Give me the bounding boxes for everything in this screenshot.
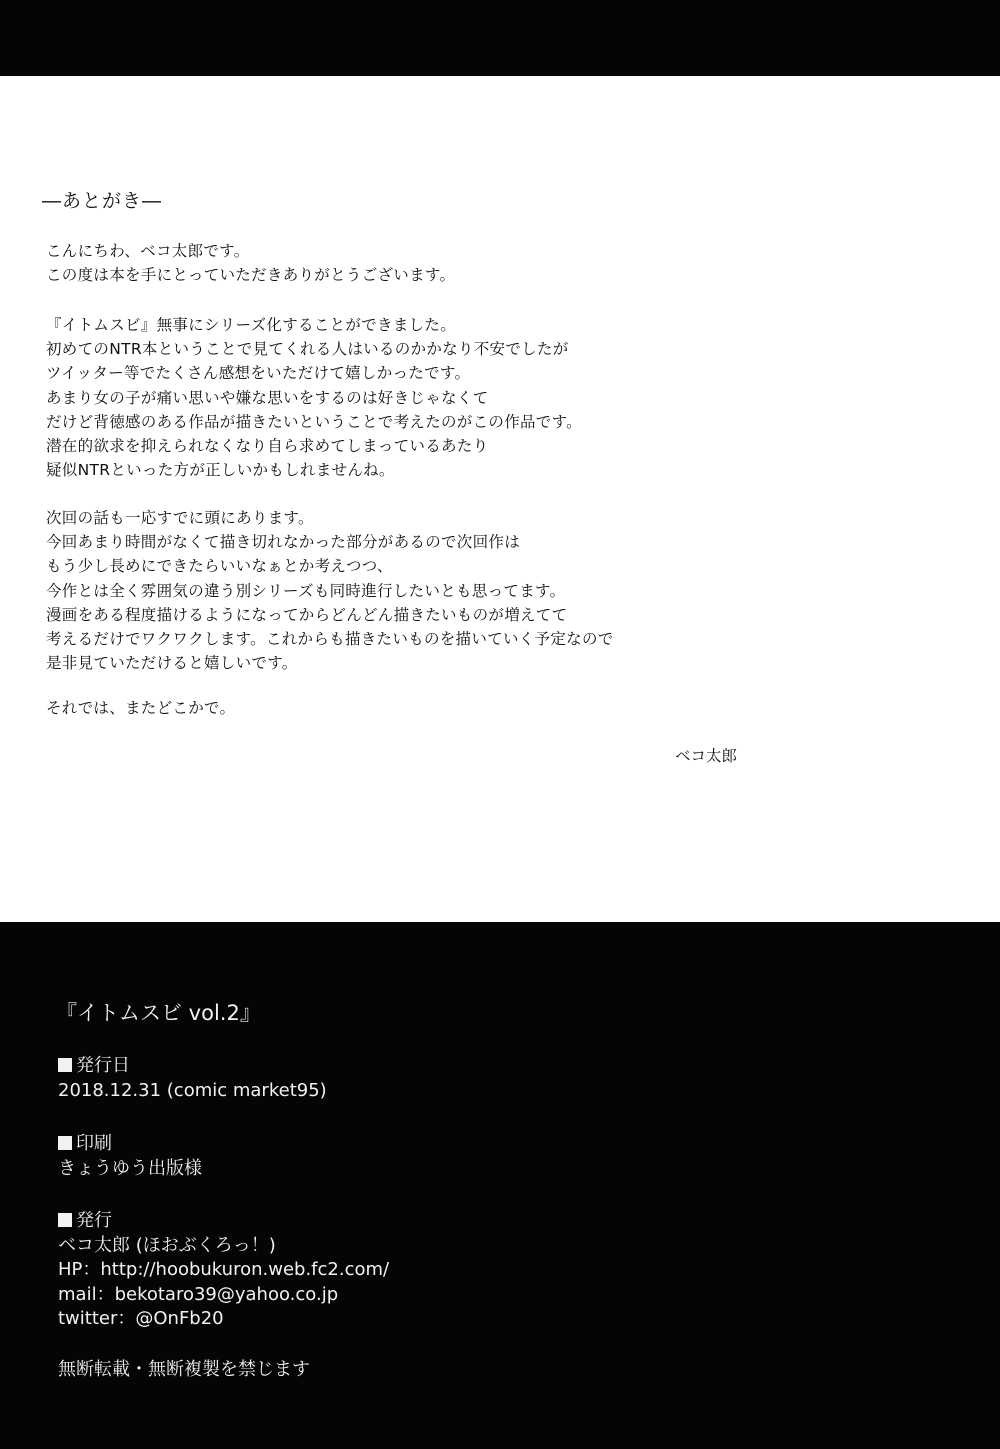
- top-black-band: [0, 0, 1000, 76]
- publisher-name: ベコ太郎 (ほおぶくろっ！): [58, 1234, 276, 1256]
- colophon-section: [0, 922, 1000, 1449]
- publisher-twitter: twitter：@OnFb20: [58, 1308, 224, 1329]
- text-line: それでは、またどこかで。: [46, 699, 236, 717]
- afterword-paragraph-next: [46, 506, 614, 675]
- text-line: 潜在的欲求を抑えられなくなり自ら求めてしまっているあたり: [46, 437, 489, 456]
- text-line: もう少し長めにできたらいいなぁとか考えつつ、: [46, 557, 393, 576]
- text-line: 初めてのNTR本ということで見てくれる人はいるのかかなり不安でしたが: [46, 340, 569, 359]
- text-line: あまり女の子が痛い思いや嫌な思いをするのは好きじゃなくて: [46, 388, 489, 407]
- square-bullet-icon: [58, 1058, 72, 1072]
- text-line: 『イトムスビ』無事にシリーズ化することができました。: [46, 316, 457, 334]
- release-date-label: 発行日: [76, 1055, 130, 1076]
- text-line: こんにちわ、ベコ太郎です。: [46, 242, 250, 260]
- release-date-block: [58, 1054, 327, 1103]
- square-bullet-icon: [58, 1213, 72, 1227]
- text-line: 今作とは全く雰囲気の違う別シリーズも同時進行したいとも思ってます。: [46, 581, 566, 600]
- printing-block: [58, 1132, 202, 1181]
- afterword-paragraph-series: [46, 313, 582, 482]
- publisher-label: 発行: [76, 1210, 112, 1231]
- text-line: 今回あまり時間がなくて描き切れなかった部分があるので次回作は: [46, 533, 521, 552]
- printing-value: きょうゆう出版様: [58, 1157, 202, 1179]
- text-line: 漫画をある程度描けるようになってからどんどん描きたいものが増えてて: [46, 605, 568, 624]
- publisher-mail: mail：bekotaro39@yahoo.co.jp: [58, 1283, 339, 1305]
- text-line: 考えるだけでワクワクします。これからも描きたいものを描いていく予定なので: [46, 630, 614, 649]
- colophon-title: 『イトムスビ vol.2』: [56, 1001, 261, 1025]
- text-line: 疑似NTRといった方が正しいかもしれませんね。: [46, 461, 395, 480]
- afterword-paragraph-closing: [46, 696, 235, 720]
- copyright-notice: 無断転載・無断複製を禁じます: [58, 1359, 310, 1380]
- text-line: 次回の話も一応すでに頭にあります。: [46, 509, 314, 527]
- text-line: だけど背徳感のある作品が描きたいということで考えたのがこの作品です。: [46, 412, 582, 431]
- afterword-heading: ―あとがき―: [42, 190, 163, 212]
- publisher-homepage: HP：http://hoobukuron.web.fc2.com/: [58, 1259, 390, 1280]
- author-signature: ベコ太郎: [675, 747, 738, 765]
- afterword-section: [0, 76, 1000, 922]
- text-line: この度は本を手にとっていただきありがとうございます。: [46, 266, 456, 285]
- release-date-value: 2018.12.31 (comic market95): [58, 1079, 327, 1101]
- square-bullet-icon: [58, 1136, 72, 1150]
- publisher-block: [58, 1209, 389, 1332]
- text-line: 是非見ていただけると嬉しいです。: [46, 654, 298, 673]
- afterword-paragraph-greeting: [46, 239, 455, 287]
- text-line: ツイッター等でたくさん感想をいただけて嬉しかったです。: [46, 364, 471, 383]
- printing-label: 印刷: [76, 1133, 112, 1154]
